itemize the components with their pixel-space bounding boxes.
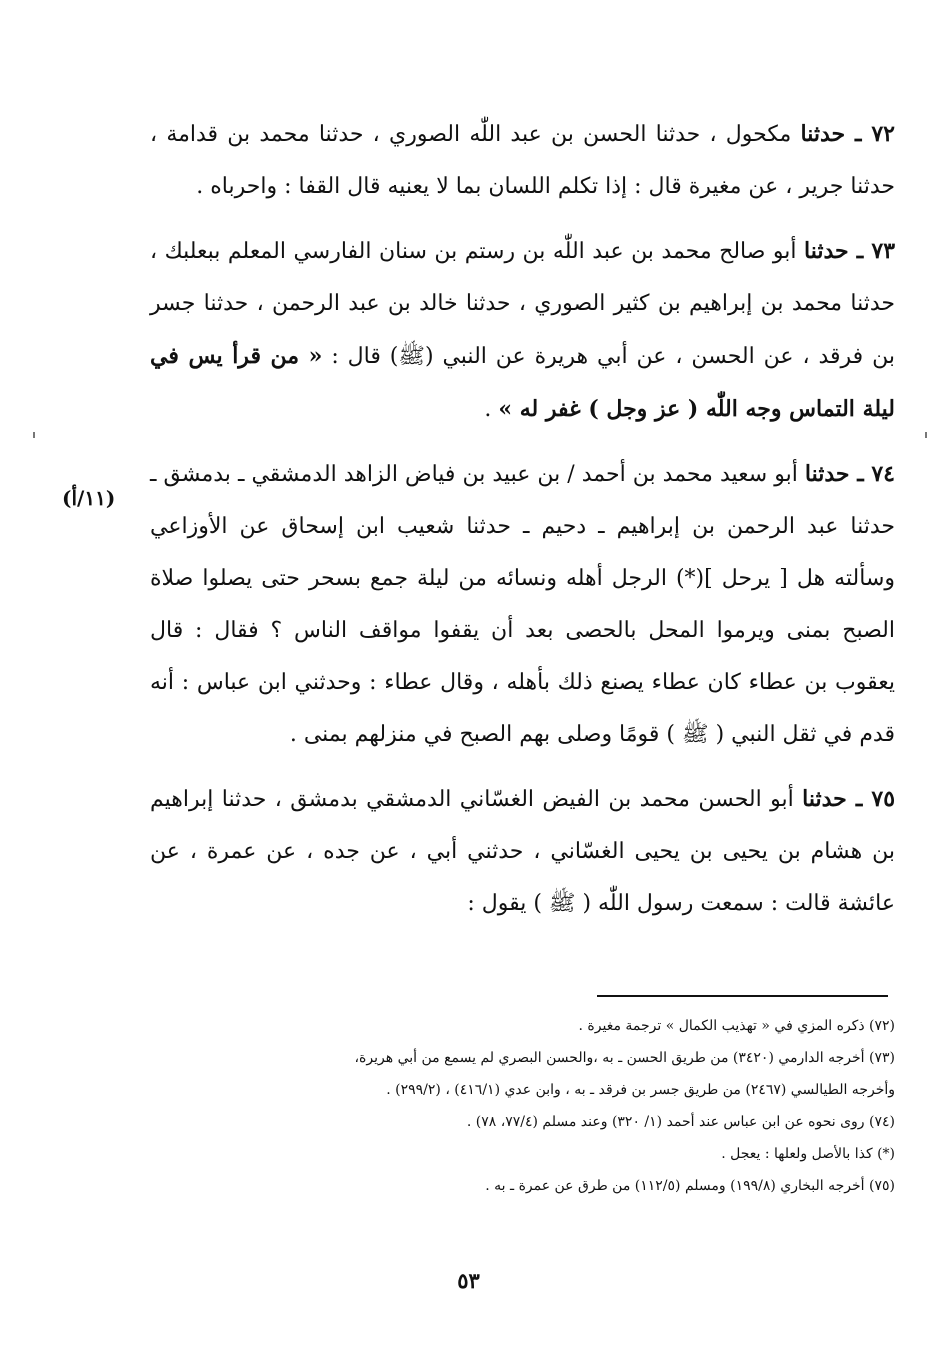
footnote-separator	[597, 995, 888, 997]
paragraph-lead: حدثنا	[802, 786, 847, 812]
paragraph-74	[150, 448, 895, 761]
page-number: ٥٣	[457, 1268, 480, 1293]
paragraph-75	[150, 773, 895, 930]
paragraph-text: أبو سعيد محمد بن أحمد / بن عبيد بن فياض الزاهد الدمشقي ـ بدمشق ـ حدثنا عبد الرحمن بن إبراهيم ـ دحيم ـ حدثنا شعيب ابن إسحاق عن الأوزاعي وسألته هل [ يرحل ](*) الرجل أهله ونسائه من ليلة جمع بسحر حتى يصلوا صلاة الصبح بمنى ويرموا المحل بالحصى بعد أن يقفوا مواقف الناس ؟ فقال : قال يعقوب بن عطاء كان عطاء يصنع ذلك بأهله ، وقال عطاء : وحدثني ابن عباس : أنه قدم في ثقل النبي ( ﷺ ) قومًا وصلى بهم الصبح في منزلهم بمنى .	[150, 462, 895, 747]
footnote-73: (٧٣) أخرجه الدارمي (٣٤٢٠) من طريق الحسن ـ به ،والحسن البصري لم يسمع من أبي هريرة،	[354, 1050, 895, 1066]
paragraph-73	[150, 225, 895, 436]
footnotes	[162, 1010, 895, 1202]
hadith-number: ٧٤	[871, 461, 895, 487]
hadith-number: ٧٣	[871, 238, 896, 264]
paragraph-text: أبو صالح محمد بن عبد اللّٰه بن رستم بن سنان الفارسي المعلم ببعلبك ، حدثنا محمد بن إبراهيم بن كثير الصوري ، حدثنا خالد بن عبد الرحمن ، حدثنا جسر بن فرقد ، عن الحسن ، عن أبي هريرة عن النبي (ﷺ) قال :	[150, 239, 895, 369]
paragraph-lead: حدثنا	[804, 461, 850, 487]
number-dash: ـ	[845, 121, 872, 147]
paragraph-lead: حدثنا	[804, 238, 849, 264]
number-dash: ـ	[846, 786, 872, 812]
number-dash: ـ	[849, 461, 872, 487]
scan-mark	[925, 432, 927, 438]
hadith-number: ٧٥	[871, 786, 896, 812]
scan-mark	[33, 432, 35, 438]
paragraph-lead: حدثنا	[800, 121, 846, 147]
footnote-73-cont: وأخرجه الطيالسي (٢٤٦٧) من طريق جسر بن فرقد ـ به ، وابن عدي (٤١٦/١) ، (٢٩٩/٢) .	[386, 1082, 895, 1098]
paragraph-text: أبو الحسن محمد بن الفيض الغسّاني الدمشقي بدمشق ، حدثنا إبراهيم بن هشام بن يحيى بن يحيى الغسّاني ، حدثني أبي ، عن جده ، عن عمرة ، عن عائشة قالت : سمعت رسول اللّٰه ( ﷺ ) يقول :	[150, 787, 896, 916]
paragraph-text: مكحول ، حدثنا الحسن بن عبد اللّٰه الصوري ، حدثنا محمد بن قدامة ، حدثنا جرير ، عن مغيرة قال : إذا تكلم اللسان بما لا يعنيه قال القفا : واحرباه .	[150, 122, 895, 199]
hadith-number: ٧٢	[871, 121, 895, 147]
manuscript-folio-ref: (١١/أ)	[62, 486, 116, 510]
paragraph-72	[150, 108, 895, 213]
hadith-quote: « من قرأ يس في ليلة التماس وجه اللّٰه ( عز وجل ) غفر له »	[150, 343, 895, 422]
paragraph-tail: .	[484, 397, 499, 422]
footnote-75: (٧٥) أخرجه البخاري (١٩٩/٨) ومسلم (١١٢/٥) من طرق عن عمرة ـ به .	[485, 1178, 895, 1194]
number-dash: ـ	[848, 238, 872, 264]
footnote-74: (٧٤) روى نحوه عن ابن عباس عند أحمد (١/ ٣٢٠) وعند مسلم (٧٧/٤، ٧٨) .	[466, 1114, 895, 1130]
footnote-72: (٧٢) ذكره المزي في « تهذيب الكمال » ترجمة مغيرة .	[578, 1018, 895, 1034]
footnote-asterisk: (*) كذا بالأصل ولعلها : يعجل .	[721, 1146, 895, 1162]
main-text	[150, 108, 895, 942]
